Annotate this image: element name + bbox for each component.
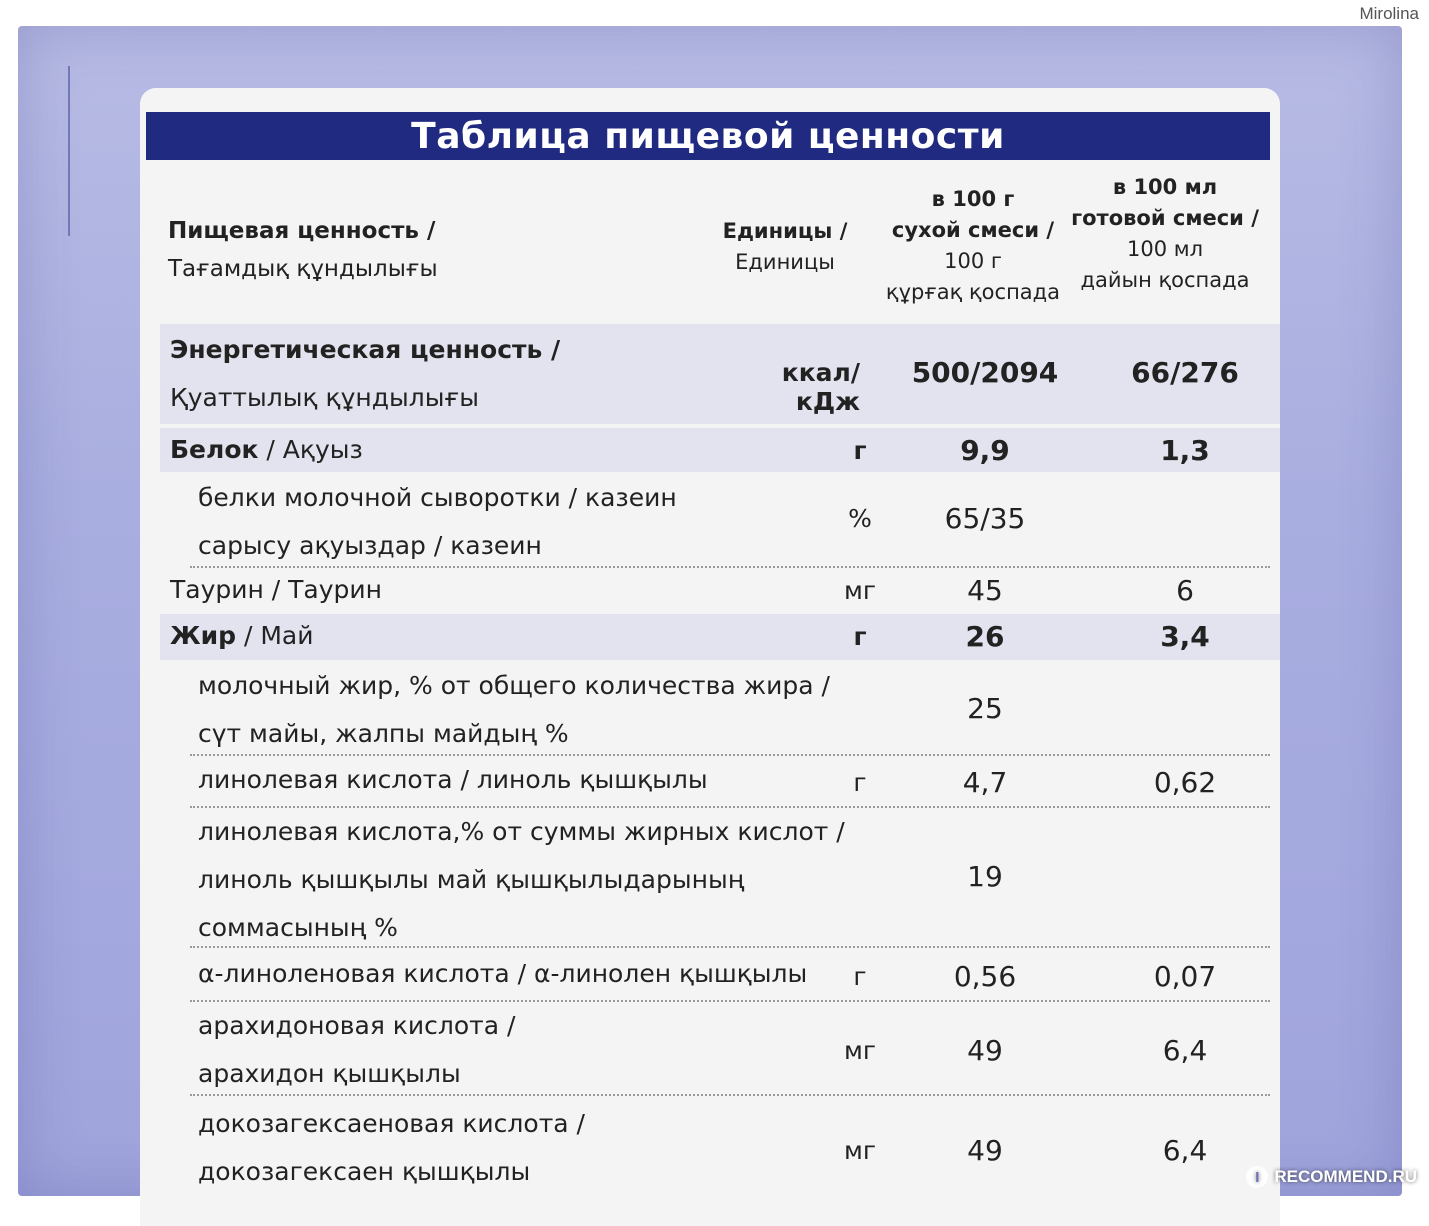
row-value-dry: 0,56 (953, 960, 1017, 993)
row-name-kz: сарысу ақуыздар / казеин (198, 531, 542, 560)
row-value-dry: 500/2094 (911, 356, 1059, 389)
row-name-kz: / Ақуыз (266, 435, 363, 464)
row-name (198, 474, 677, 570)
row-value-ready: 6 (1176, 574, 1194, 607)
row-value-ready: 66/276 (1131, 356, 1239, 389)
header-unit-kz: Единицы (735, 250, 835, 274)
header-unit (720, 216, 850, 278)
header-dry-1: в 100 г (931, 187, 1015, 211)
row-name-kz-2: соммасының % (198, 913, 398, 942)
table-row-energy (160, 324, 1280, 424)
row-unit: г (853, 768, 867, 797)
row-value-dry: 9,9 (960, 434, 1010, 467)
table-row-taurine (160, 568, 1280, 612)
row-value-dry: 65/35 (944, 502, 1026, 535)
recommend-logo-icon: I (1246, 1166, 1268, 1188)
row-name-ru: Таурин / Таурин (170, 575, 383, 604)
header-nutrient (168, 212, 438, 288)
row-value-dry: 26 (965, 620, 1005, 653)
row-value-dry: 19 (967, 860, 1003, 893)
row-name-ru: докозагексаеновая кислота / (198, 1109, 585, 1138)
header-dry-2: сухой смеси / (891, 218, 1055, 242)
table-row-fat (160, 614, 1280, 660)
row-unit: мг (844, 576, 876, 605)
header-ready-3: 100 мл (1126, 237, 1204, 261)
row-name-kz: линоль қышқылы май қышқылыдарының (198, 865, 745, 894)
row-name (198, 662, 830, 758)
header-nutrient-kz: Тағамдық құндылығы (168, 256, 438, 282)
row-value-dry: 49 (967, 1034, 1003, 1067)
header-ready-4: дайын қоспада (1080, 268, 1250, 292)
row-name (170, 426, 363, 474)
nutrition-table-card (140, 88, 1280, 1226)
package-edge (68, 66, 70, 236)
row-name-kz: арахидон қышқылы (198, 1059, 461, 1088)
row-name-kz: / Май (243, 621, 314, 650)
author-watermark: Mirolina (1359, 4, 1419, 23)
row-name (198, 1100, 585, 1196)
header-dry-mix (878, 184, 1068, 308)
row-unit: % (848, 504, 872, 533)
table-row-protein (160, 428, 1280, 472)
row-value-dry: 49 (967, 1134, 1003, 1167)
table-row-linoleic-acid (160, 756, 1280, 808)
table-row-dha (160, 1098, 1280, 1198)
row-unit: г (853, 436, 867, 465)
row-name (170, 326, 560, 422)
row-value-ready: 0,07 (1153, 960, 1217, 993)
header-nutrient-ru: Пищевая ценность / (168, 218, 436, 244)
row-value-ready: 0,62 (1153, 766, 1217, 799)
header-dry-4: құрғақ қоспада (885, 280, 1061, 304)
row-unit: ккал/кДж (781, 358, 860, 416)
table-row-milk-fat (160, 662, 1280, 756)
table-title: Таблица пищевой ценности (146, 112, 1270, 160)
row-value-dry: 4,7 (962, 766, 1008, 799)
row-name-ru: α-линоленовая кислота / α-линолен қышқылы (198, 959, 808, 988)
header-ready-1: в 100 мл (1112, 175, 1218, 199)
row-name-ru: линолевая кислота,% от суммы жирных кислот / (198, 817, 845, 846)
row-name-ru: Белок (170, 435, 259, 464)
header-ready-2: готовой смеси / (1071, 206, 1259, 230)
row-name (198, 808, 845, 952)
row-name-ru: Энергетическая ценность / (170, 335, 561, 364)
row-value-ready: 1,3 (1160, 434, 1210, 467)
row-unit: г (853, 622, 867, 651)
table-row-linoleic-percent (160, 808, 1280, 948)
row-name-kz: Қуаттылық құндылығы (170, 383, 479, 412)
row-value-ready: 3,4 (1160, 620, 1210, 653)
row-value-dry: 25 (967, 692, 1003, 725)
row-name (198, 1002, 515, 1098)
table-row-whey-casein (160, 474, 1280, 568)
table-row-alpha-linolenic (160, 948, 1280, 1002)
header-dry-3: 100 г (944, 249, 1002, 273)
row-name-ru: арахидоновая кислота / (198, 1011, 516, 1040)
row-unit: г (853, 962, 867, 991)
row-name-ru: молочный жир, % от общего количества жира / (198, 671, 830, 700)
row-name-ru: линолевая кислота / линоль қышқылы (198, 765, 708, 794)
site-watermark (1246, 1166, 1417, 1188)
row-name (170, 612, 313, 660)
row-name-kz: сүт майы, жалпы майдың % (198, 719, 569, 748)
row-value-ready: 6,4 (1162, 1134, 1208, 1167)
row-value-dry: 45 (967, 574, 1003, 607)
header-ready-mix (1065, 172, 1265, 296)
row-unit: мг (844, 1136, 876, 1165)
row-name-ru: белки молочной сыворотки / казеин (198, 483, 677, 512)
site-watermark-text: RECOMMEND.RU (1274, 1167, 1417, 1186)
package-photo (18, 26, 1402, 1196)
table-row-arachidonic (160, 1002, 1280, 1096)
row-name-ru: Жир (170, 621, 237, 650)
header-unit-ru: Единицы / (722, 219, 848, 243)
row-value-ready: 6,4 (1162, 1034, 1208, 1067)
row-name-kz: докозагексаен қышқылы (198, 1157, 531, 1186)
row-unit: мг (844, 1036, 876, 1065)
